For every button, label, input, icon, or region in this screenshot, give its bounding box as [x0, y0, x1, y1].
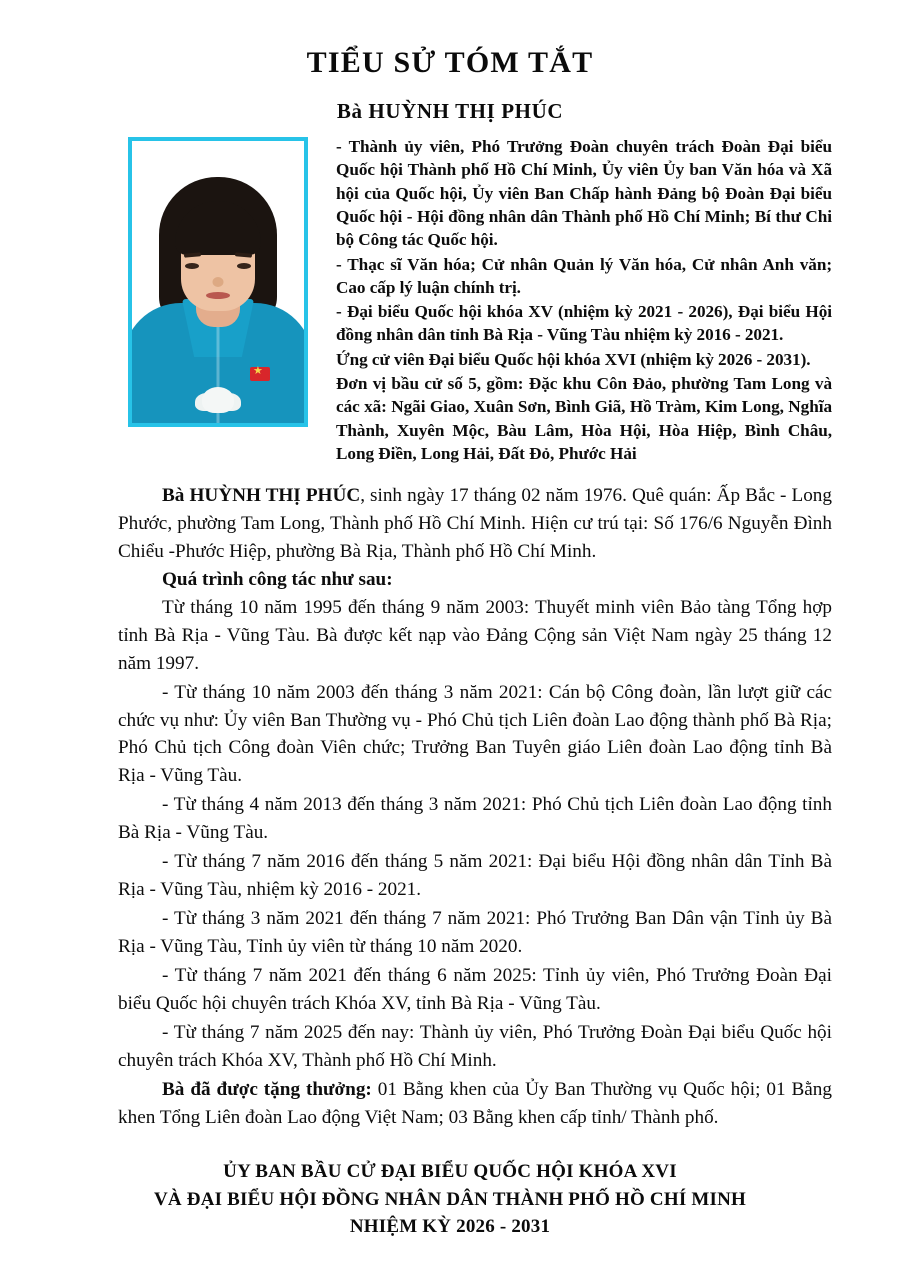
footer-line-2: VÀ ĐẠI BIỂU HỘI ĐỒNG NHÂN DÂN THÀNH PHỐ HỒ CHÍ MINH — [153, 1188, 747, 1210]
candidate-portrait-frame — [128, 137, 308, 427]
career-item: - Từ tháng 7 năm 2025 đến nay: Thành ủy viên, Phó Trưởng Đoàn Đại biểu Quốc hội chuyên trách Khóa XV, Thành phố Hồ Chí Minh. — [118, 1021, 832, 1071]
career-item: Từ tháng 10 năm 1995 đến tháng 9 năm 2003: Thuyết minh viên Bảo tàng Tổng hợp tỉnh Bà Rịa - Vũng Tàu. Bà được kết nạp vào Đảng Cộng sản Việt Nam ngày 25 tháng 12 năm 1997. — [118, 596, 832, 674]
footer-line-3: NHIỆM KỲ 2026 - 2031 — [349, 1216, 551, 1238]
portrait-nose — [213, 277, 224, 287]
page-title: TIỂU SỬ TÓM TẮT — [306, 46, 594, 79]
summary-bullet-education: - Thạc sĩ Văn hóa; Cử nhân Quản lý Văn hóa, Cử nhân Anh văn; Cao cấp lý luận chính trị. — [336, 254, 832, 297]
summary-bullet-mandates: - Đại biểu Quốc hội khóa XV (nhiệm kỳ 2021 - 2026), Đại biểu Hội đồng nhân dân tỉnh Bà Rịa - Vũng Tàu nhiệm kỳ 2016 - 2021. — [336, 302, 832, 345]
summary-bullet-list — [336, 135, 832, 466]
portrait-mouth — [206, 292, 230, 299]
career-item: - Từ tháng 3 năm 2021 đến tháng 7 năm 2021: Phó Trưởng Ban Dân vận Tỉnh ủy Bà Rịa - Vũng Tàu, Tỉnh ủy viên từ tháng 10 năm 2020. — [118, 908, 832, 957]
candidate-name-heading: Bà HUỲNH THỊ PHÚC — [336, 99, 564, 123]
awards-paragraph — [118, 1076, 832, 1132]
footer-line-1: ỦY BAN BẦU CỬ ĐẠI BIỂU QUỐC HỘI KHÓA XVI — [223, 1161, 677, 1182]
biography-intro-paragraph — [118, 482, 832, 566]
career-item: - Từ tháng 4 năm 2013 đến tháng 3 năm 2021: Phó Chủ tịch Liên đoàn Lao động tỉnh Bà Rịa - Vũng Tàu. — [118, 794, 832, 844]
biography-body — [118, 482, 832, 1132]
biography-intro-name: Bà HUỲNH THỊ PHÚC — [162, 485, 361, 506]
career-item: - Từ tháng 7 năm 2016 đến tháng 5 năm 2021: Đại biểu Hội đồng nhân dân Tỉnh Bà Rịa - Vũng Tàu, nhiệm kỳ 2016 - 2021. — [118, 851, 832, 901]
profile-top-section — [0, 137, 900, 489]
career-item: - Từ tháng 10 năm 2003 đến tháng 3 năm 2021: Cán bộ Công đoàn, lần lượt giữ các chức vụ như: Ủy viên Ban Thường vụ - Phó Chủ tịch Liên đoàn Lao động thành phố Bà Rịa; Phó Chủ tịch Công đoàn Viên chức; Trưởng Ban Tuyên giáo Liên đoàn Lao động tỉnh Bà Rịa - Vũng Tàu. — [118, 681, 832, 787]
awards-text: 01 Bằng khen của Ủy Ban Thường vụ Quốc hội; 01 Bằng khen Tổng Liên đoàn Lao động Việt Nam; 03 Bằng khen cấp tỉnh/ Thành phố. — [118, 1078, 832, 1128]
lotus-icon — [202, 387, 234, 413]
awards-label: Bà đã được tặng thưởng: — [162, 1078, 372, 1100]
vietnam-flag-pin-icon — [250, 367, 270, 381]
summary-bullet-position: - Thành ủy viên, Phó Trưởng Đoàn chuyên trách Đoàn Đại biểu Quốc hội Thành phố Hồ Chí Minh, Ủy viên Ủy ban Văn hóa và Xã hội của Quốc hội, Ủy viên Ban Chấp hành Đảng bộ Đoàn Đại biểu Quốc hội - Hội đồng nhân dân Thành phố Hồ Chí Minh; Bí thư Chi bộ Công tác Quốc hội. — [336, 137, 832, 250]
biography-intro-rest: , sinh ngày 17 tháng 02 năm 1976. Quê quán: Ấp Bắc - Long Phước, phường Tam Long, Thành phố Hồ Chí Minh. Hiện cư trú tại: Số 176/6 Nguyễn Đình Chiểu -Phước Hiệp, phường Bà Rịa, Thành phố Hồ Chí Minh. — [118, 485, 832, 562]
career-heading — [118, 566, 832, 594]
summary-bullet-candidacy: Ứng cử viên Đại biểu Quốc hội khóa XVI (nhiệm kỳ 2026 - 2031). — [336, 349, 811, 369]
issuing-authority-footer — [0, 1158, 900, 1241]
career-heading-label: Quá trình công tác như sau: — [162, 568, 393, 590]
career-item: - Từ tháng 7 năm 2021 đến tháng 6 năm 2025: Tỉnh ủy viên, Phó Trưởng Đoàn Đại biểu Quốc hội chuyên trách Khóa XV, tỉnh Bà Rịa - Vũng Tàu. — [118, 964, 832, 1014]
candidate-portrait-image — [132, 141, 304, 423]
summary-bullet-constituency: Đơn vị bầu cử số 5, gồm: Đặc khu Côn Đảo, phường Tam Long và các xã: Ngãi Giao, Xuân Sơn, Bình Giã, Hồ Tràm, Kim Long, Nghĩa Thành, Xuyên Mộc, Bàu Lâm, Hòa Hội, Hòa Hiệp, Bình Châu, Long Điền, Long Hải, Đất Đỏ, Phước Hải — [336, 374, 832, 463]
